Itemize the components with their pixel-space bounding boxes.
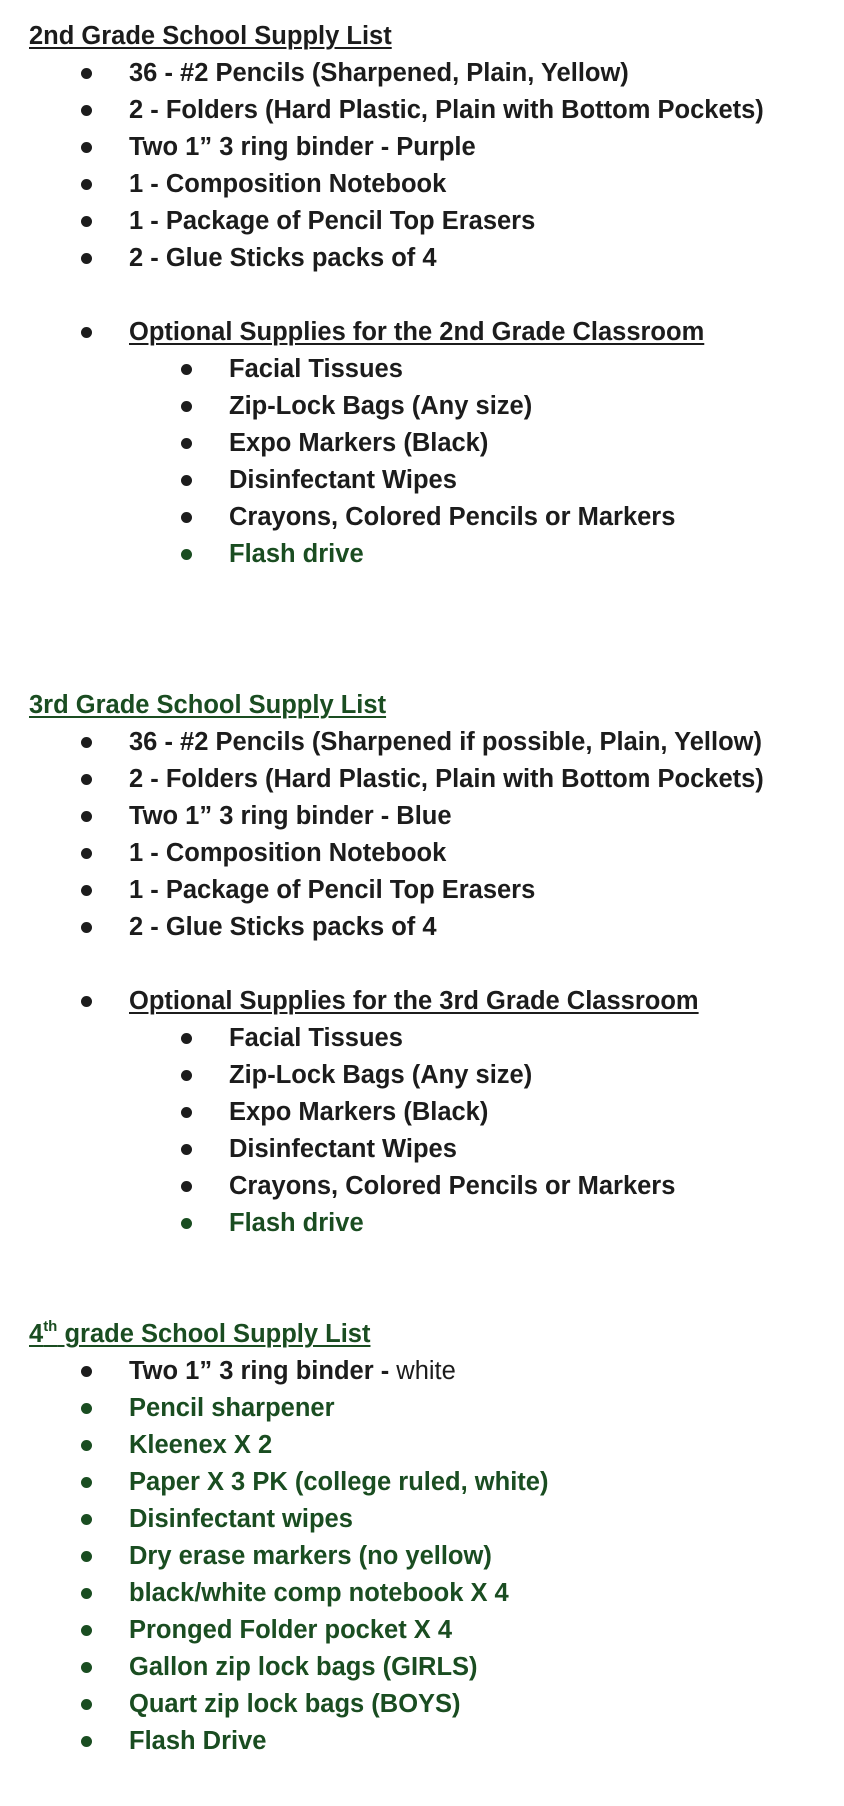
bullet-icon <box>81 1551 92 1562</box>
grade3-item: 36 - #2 Pencils (Sharpened if possible, Plain, Yellow) <box>129 728 762 756</box>
grade2-optional-item: Disinfectant Wipes <box>229 466 457 494</box>
grade4-heading-number: 4 <box>29 1320 44 1348</box>
grade3-optional-item: Zip-Lock Bags (Any size) <box>229 1061 533 1089</box>
grade4-heading-suffix: th <box>43 1317 58 1335</box>
grade4-item: Flash Drive <box>129 1727 267 1755</box>
grade2-optional-item: Expo Markers (Black) <box>229 429 489 457</box>
grade4-item: Pencil sharpener <box>129 1394 335 1422</box>
bullet-icon <box>81 922 92 933</box>
bullet-icon <box>81 811 92 822</box>
grade4-heading-rest: grade School Supply List <box>57 1320 371 1348</box>
grade2-optional-heading: Optional Supplies for the 2nd Grade Classroom <box>129 318 705 346</box>
bullet-icon <box>81 1736 92 1747</box>
bullet-icon <box>81 253 92 264</box>
grade4-binder-color: white <box>396 1357 456 1385</box>
bullet-icon <box>81 885 92 896</box>
bullet-icon <box>181 1107 192 1118</box>
bullet-icon <box>81 1699 92 1710</box>
grade3-heading: 3rd Grade School Supply List <box>29 691 387 719</box>
bullet-icon <box>81 68 92 79</box>
bullet-icon <box>81 774 92 785</box>
grade4-item: Quart zip lock bags (BOYS) <box>129 1690 461 1718</box>
grade2-item: 1 - Package of Pencil Top Erasers <box>129 207 536 235</box>
bullet-icon <box>181 438 192 449</box>
grade2-heading: 2nd Grade School Supply List <box>29 22 392 50</box>
grade4-item: Dry erase markers (no yellow) <box>129 1542 492 1570</box>
bullet-icon <box>81 1662 92 1673</box>
bullet-icon <box>81 105 92 116</box>
bullet-icon <box>81 1440 92 1451</box>
bullet-icon <box>81 848 92 859</box>
bullet-icon <box>81 216 92 227</box>
grade3-optional-item: Disinfectant Wipes <box>229 1135 457 1163</box>
grade4-item: Gallon zip lock bags (GIRLS) <box>129 1653 478 1681</box>
bullet-icon <box>181 512 192 523</box>
bullet-icon <box>181 1033 192 1044</box>
bullet-icon <box>81 1588 92 1599</box>
grade4-item: Disinfectant wipes <box>129 1505 353 1533</box>
bullet-icon <box>181 1218 192 1229</box>
grade2-item: 36 - #2 Pencils (Sharpened, Plain, Yellow) <box>129 59 629 87</box>
bullet-icon <box>181 475 192 486</box>
grade2-item: 1 - Composition Notebook <box>129 170 447 198</box>
grade3-item: Two 1” 3 ring binder - Blue <box>129 802 452 830</box>
grade2-optional-item: Crayons, Colored Pencils or Markers <box>229 503 676 531</box>
bullet-icon <box>81 1403 92 1414</box>
grade2-item: 2 - Folders (Hard Plastic, Plain with Bottom Pockets) <box>129 96 764 124</box>
bullet-icon <box>81 327 92 338</box>
bullet-icon <box>181 401 192 412</box>
bullet-icon <box>81 1477 92 1488</box>
bullet-icon <box>181 364 192 375</box>
bullet-icon <box>81 1366 92 1377</box>
grade3-optional-item: Crayons, Colored Pencils or Markers <box>229 1172 676 1200</box>
grade2-item: Two 1” 3 ring binder - Purple <box>129 133 476 161</box>
grade3-optional-item: Facial Tissues <box>229 1024 403 1052</box>
bullet-icon <box>181 1144 192 1155</box>
grade3-item: 1 - Composition Notebook <box>129 839 447 867</box>
grade3-item: 2 - Folders (Hard Plastic, Plain with Bottom Pockets) <box>129 765 764 793</box>
grade4-item: black/white comp notebook X 4 <box>129 1579 509 1607</box>
bullet-icon <box>181 1070 192 1081</box>
bullet-icon <box>81 179 92 190</box>
grade2-optional-item: Zip-Lock Bags (Any size) <box>229 392 533 420</box>
bullet-icon <box>81 1514 92 1525</box>
grade4-item: Kleenex X 2 <box>129 1431 273 1459</box>
grade2-optional-item: Flash drive <box>229 540 364 568</box>
grade3-optional-heading: Optional Supplies for the 3rd Grade Classroom <box>129 987 699 1015</box>
grade2-optional-item: Facial Tissues <box>229 355 403 383</box>
grade4-binder-item <box>129 1356 456 1386</box>
grade2-item: 2 - Glue Sticks packs of 4 <box>129 244 437 272</box>
grade3-optional-item: Expo Markers (Black) <box>229 1098 489 1126</box>
grade3-item: 2 - Glue Sticks packs of 4 <box>129 913 437 941</box>
grade4-heading <box>29 1319 370 1349</box>
bullet-icon <box>81 737 92 748</box>
bullet-icon <box>81 996 92 1007</box>
bullet-icon <box>181 1181 192 1192</box>
grade3-item: 1 - Package of Pencil Top Erasers <box>129 876 536 904</box>
grade4-item: Pronged Folder pocket X 4 <box>129 1616 453 1644</box>
bullet-icon <box>81 142 92 153</box>
bullet-icon <box>81 1625 92 1636</box>
grade4-binder-label: Two 1” 3 ring binder - <box>129 1357 397 1385</box>
grade4-item: Paper X 3 PK (college ruled, white) <box>129 1468 549 1496</box>
bullet-icon <box>181 549 192 560</box>
grade3-optional-item: Flash drive <box>229 1209 364 1237</box>
